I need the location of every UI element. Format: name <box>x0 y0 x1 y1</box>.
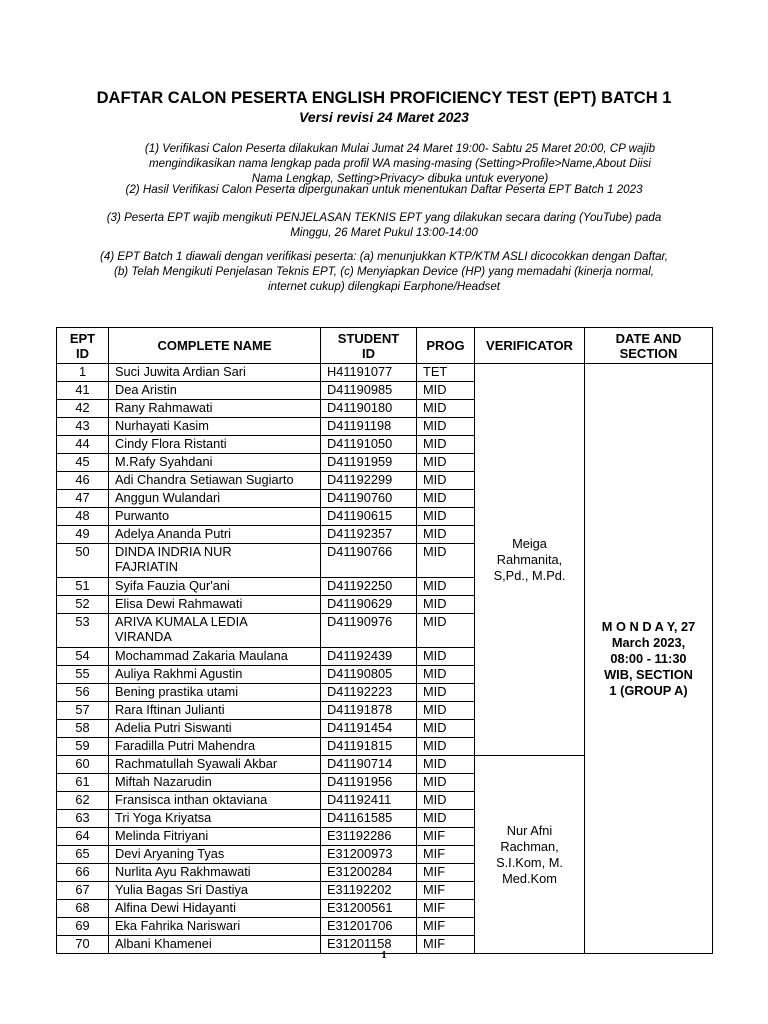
note-3: (3) Peserta EPT wajib mengikuti PENJELASAN TEKNIS EPT yang dilakukan secara daring (YouTube) pada Minggu, 26 Maret Pukul 13:00-14:00 <box>106 211 662 239</box>
cell-complete-name: Suci Juwita Ardian Sari <box>109 364 321 382</box>
cell-complete-name: Adi Chandra Setiawan Sugiarto <box>109 472 321 490</box>
cell-complete-name: Rachmatullah Syawali Akbar <box>109 756 321 774</box>
cell-ept-id: 50 <box>57 544 109 578</box>
cell-ept-id: 41 <box>57 382 109 400</box>
cell-student-id: D41191956 <box>321 774 417 792</box>
cell-complete-name: Tri Yoga Kriyatsa <box>109 810 321 828</box>
cell-prog: TET <box>417 364 475 382</box>
cell-complete-name: Nurlita Ayu Rakhmawati <box>109 864 321 882</box>
cell-ept-id: 69 <box>57 918 109 936</box>
cell-student-id: D41190760 <box>321 490 417 508</box>
cell-prog: MID <box>417 684 475 702</box>
cell-student-id: H41191077 <box>321 364 417 382</box>
cell-prog: MIF <box>417 864 475 882</box>
cell-ept-id: 60 <box>57 756 109 774</box>
cell-prog: MID <box>417 810 475 828</box>
cell-complete-name: Adelia Putri Siswanti <box>109 720 321 738</box>
cell-ept-id: 57 <box>57 702 109 720</box>
cell-ept-id: 58 <box>57 720 109 738</box>
cell-prog: MIF <box>417 918 475 936</box>
cell-verificator: Meiga Rahmanita, S,Pd., M.Pd. <box>475 364 585 756</box>
cell-complete-name: Fransisca inthan oktaviana <box>109 792 321 810</box>
cell-student-id: D41190766 <box>321 544 417 578</box>
cell-prog: MID <box>417 472 475 490</box>
header-prog: PROG <box>417 328 475 364</box>
cell-student-id: D41192439 <box>321 648 417 666</box>
cell-student-id: D41190629 <box>321 596 417 614</box>
cell-student-id: D41190615 <box>321 508 417 526</box>
cell-ept-id: 56 <box>57 684 109 702</box>
header-date-section: DATE AND SECTION <box>585 328 713 364</box>
note-4: (4) EPT Batch 1 diawali dengan verifikasi peserta: (a) menunjukkan KTP/KTM ASLI dicocokkan dengan Daftar, (b) Telah Mengikuti Penjelasan Teknis EPT, (c) Menyiapkan Device (HP) yang memadahi (kinerja normal, internet cukup) dilengkapi Earphone/Headset <box>100 250 668 293</box>
cell-complete-name: Elisa Dewi Rahmawati <box>109 596 321 614</box>
page-number: 1 <box>381 949 387 961</box>
cell-complete-name: Dea Aristin <box>109 382 321 400</box>
cell-student-id: D41191959 <box>321 454 417 472</box>
cell-ept-id: 46 <box>57 472 109 490</box>
cell-student-id: D41191198 <box>321 418 417 436</box>
cell-prog: MID <box>417 578 475 596</box>
cell-complete-name: Anggun Wulandari <box>109 490 321 508</box>
cell-prog: MID <box>417 720 475 738</box>
cell-complete-name: ARIVA KUMALA LEDIA VIRANDA <box>109 614 321 648</box>
cell-student-id: D41192250 <box>321 578 417 596</box>
cell-student-id: D41192299 <box>321 472 417 490</box>
cell-prog: MID <box>417 702 475 720</box>
cell-verificator: Nur Afni Rachman, S.I.Kom, M. Med.Kom <box>475 756 585 954</box>
cell-student-id: D41192411 <box>321 792 417 810</box>
cell-ept-id: 49 <box>57 526 109 544</box>
cell-student-id: E31192286 <box>321 828 417 846</box>
cell-ept-id: 64 <box>57 828 109 846</box>
cell-ept-id: 45 <box>57 454 109 472</box>
cell-ept-id: 53 <box>57 614 109 648</box>
cell-student-id: E31201158 <box>321 936 417 954</box>
cell-student-id: D41191815 <box>321 738 417 756</box>
cell-complete-name: Yulia Bagas Sri Dastiya <box>109 882 321 900</box>
cell-prog: MID <box>417 544 475 578</box>
cell-student-id: E31192202 <box>321 882 417 900</box>
cell-ept-id: 44 <box>57 436 109 454</box>
table-header-row <box>57 328 713 364</box>
document-subtitle: Versi revisi 24 Maret 2023 <box>299 109 469 125</box>
cell-student-id: D41161585 <box>321 810 417 828</box>
cell-complete-name: Syifa Fauzia Qur'ani <box>109 578 321 596</box>
cell-prog: MID <box>417 508 475 526</box>
cell-prog: MID <box>417 666 475 684</box>
cell-prog: MID <box>417 756 475 774</box>
cell-complete-name: Mochammad Zakaria Maulana <box>109 648 321 666</box>
cell-prog: MID <box>417 418 475 436</box>
cell-prog: MID <box>417 400 475 418</box>
cell-complete-name: Miftah Nazarudin <box>109 774 321 792</box>
cell-complete-name: Eka Fahrika Nariswari <box>109 918 321 936</box>
cell-prog: MID <box>417 738 475 756</box>
cell-prog: MIF <box>417 936 475 954</box>
cell-ept-id: 62 <box>57 792 109 810</box>
cell-ept-id: 47 <box>57 490 109 508</box>
cell-complete-name: Albani Khamenei <box>109 936 321 954</box>
cell-complete-name: Bening prastika utami <box>109 684 321 702</box>
cell-prog: MIF <box>417 882 475 900</box>
cell-ept-id: 55 <box>57 666 109 684</box>
cell-ept-id: 63 <box>57 810 109 828</box>
cell-student-id: D41190180 <box>321 400 417 418</box>
cell-student-id: E31200973 <box>321 846 417 864</box>
document-title: DAFTAR CALON PESERTA ENGLISH PROFICIENCY TEST (EPT) BATCH 1 <box>96 89 672 107</box>
cell-prog: MID <box>417 490 475 508</box>
cell-complete-name: Faradilla Putri Mahendra <box>109 738 321 756</box>
cell-complete-name: Rany Rahmawati <box>109 400 321 418</box>
cell-ept-id: 48 <box>57 508 109 526</box>
header-verificator: VERIFICATOR <box>475 328 585 364</box>
cell-ept-id: 67 <box>57 882 109 900</box>
participant-table <box>56 327 713 954</box>
cell-ept-id: 66 <box>57 864 109 882</box>
cell-student-id: D41192223 <box>321 684 417 702</box>
cell-prog: MID <box>417 648 475 666</box>
cell-prog: MID <box>417 792 475 810</box>
cell-ept-id: 1 <box>57 364 109 382</box>
cell-prog: MIF <box>417 900 475 918</box>
cell-ept-id: 52 <box>57 596 109 614</box>
cell-complete-name: Melinda Fitriyani <box>109 828 321 846</box>
cell-student-id: D41190985 <box>321 382 417 400</box>
cell-student-id: D41190805 <box>321 666 417 684</box>
cell-complete-name: Rara Iftinan Julianti <box>109 702 321 720</box>
cell-student-id: D41191454 <box>321 720 417 738</box>
cell-prog: MID <box>417 596 475 614</box>
table-row <box>57 364 713 382</box>
cell-ept-id: 54 <box>57 648 109 666</box>
cell-ept-id: 61 <box>57 774 109 792</box>
cell-ept-id: 70 <box>57 936 109 954</box>
cell-ept-id: 43 <box>57 418 109 436</box>
cell-complete-name: Devi Aryaning Tyas <box>109 846 321 864</box>
cell-prog: MID <box>417 454 475 472</box>
cell-prog: MIF <box>417 846 475 864</box>
cell-complete-name: Cindy Flora Ristanti <box>109 436 321 454</box>
cell-student-id: D41191050 <box>321 436 417 454</box>
note-1: (1) Verifikasi Calon Peserta dilakukan Mulai Jumat 24 Maret 19:00- Sabtu 25 Maret 20:00, CP wajib mengindikasikan nama lengkap pada profil WA masing-masing (Setting>Profile>Name,About Diisi Nama Lengkap, Setting>Privacy> dibuka untuk everyone) <box>144 142 656 185</box>
cell-ept-id: 59 <box>57 738 109 756</box>
cell-student-id: E31200284 <box>321 864 417 882</box>
header-complete-name: COMPLETE NAME <box>109 328 321 364</box>
cell-prog: MID <box>417 774 475 792</box>
note-2: (2) Hasil Verifikasi Calon Peserta dipergunakan untuk menentukan Daftar Peserta EPT Batch 1 2023 <box>125 183 643 196</box>
cell-ept-id: 51 <box>57 578 109 596</box>
cell-prog: MID <box>417 614 475 648</box>
cell-student-id: E31200561 <box>321 900 417 918</box>
cell-student-id: D41191878 <box>321 702 417 720</box>
cell-complete-name: Alfina Dewi Hidayanti <box>109 900 321 918</box>
cell-complete-name: Adelya Ananda Putri <box>109 526 321 544</box>
cell-prog: MIF <box>417 828 475 846</box>
cell-student-id: D41192357 <box>321 526 417 544</box>
cell-ept-id: 68 <box>57 900 109 918</box>
cell-student-id: D41190714 <box>321 756 417 774</box>
cell-ept-id: 42 <box>57 400 109 418</box>
cell-prog: MID <box>417 436 475 454</box>
header-student-id: STUDENT ID <box>321 328 417 364</box>
cell-complete-name: DINDA INDRIA NUR FAJRIATIN <box>109 544 321 578</box>
cell-student-id: D41190976 <box>321 614 417 648</box>
cell-prog: MID <box>417 526 475 544</box>
cell-complete-name: Purwanto <box>109 508 321 526</box>
cell-complete-name: M.Rafy Syahdani <box>109 454 321 472</box>
cell-ept-id: 65 <box>57 846 109 864</box>
cell-complete-name: Nurhayati Kasim <box>109 418 321 436</box>
cell-complete-name: Auliya Rakhmi Agustin <box>109 666 321 684</box>
cell-prog: MID <box>417 382 475 400</box>
cell-student-id: E31201706 <box>321 918 417 936</box>
header-ept-id: EPT ID <box>57 328 109 364</box>
cell-date-section: M O N D A Y, 27 March 2023, 08:00 - 11:30 WIB, SECTION 1 (GROUP A) <box>585 364 713 954</box>
